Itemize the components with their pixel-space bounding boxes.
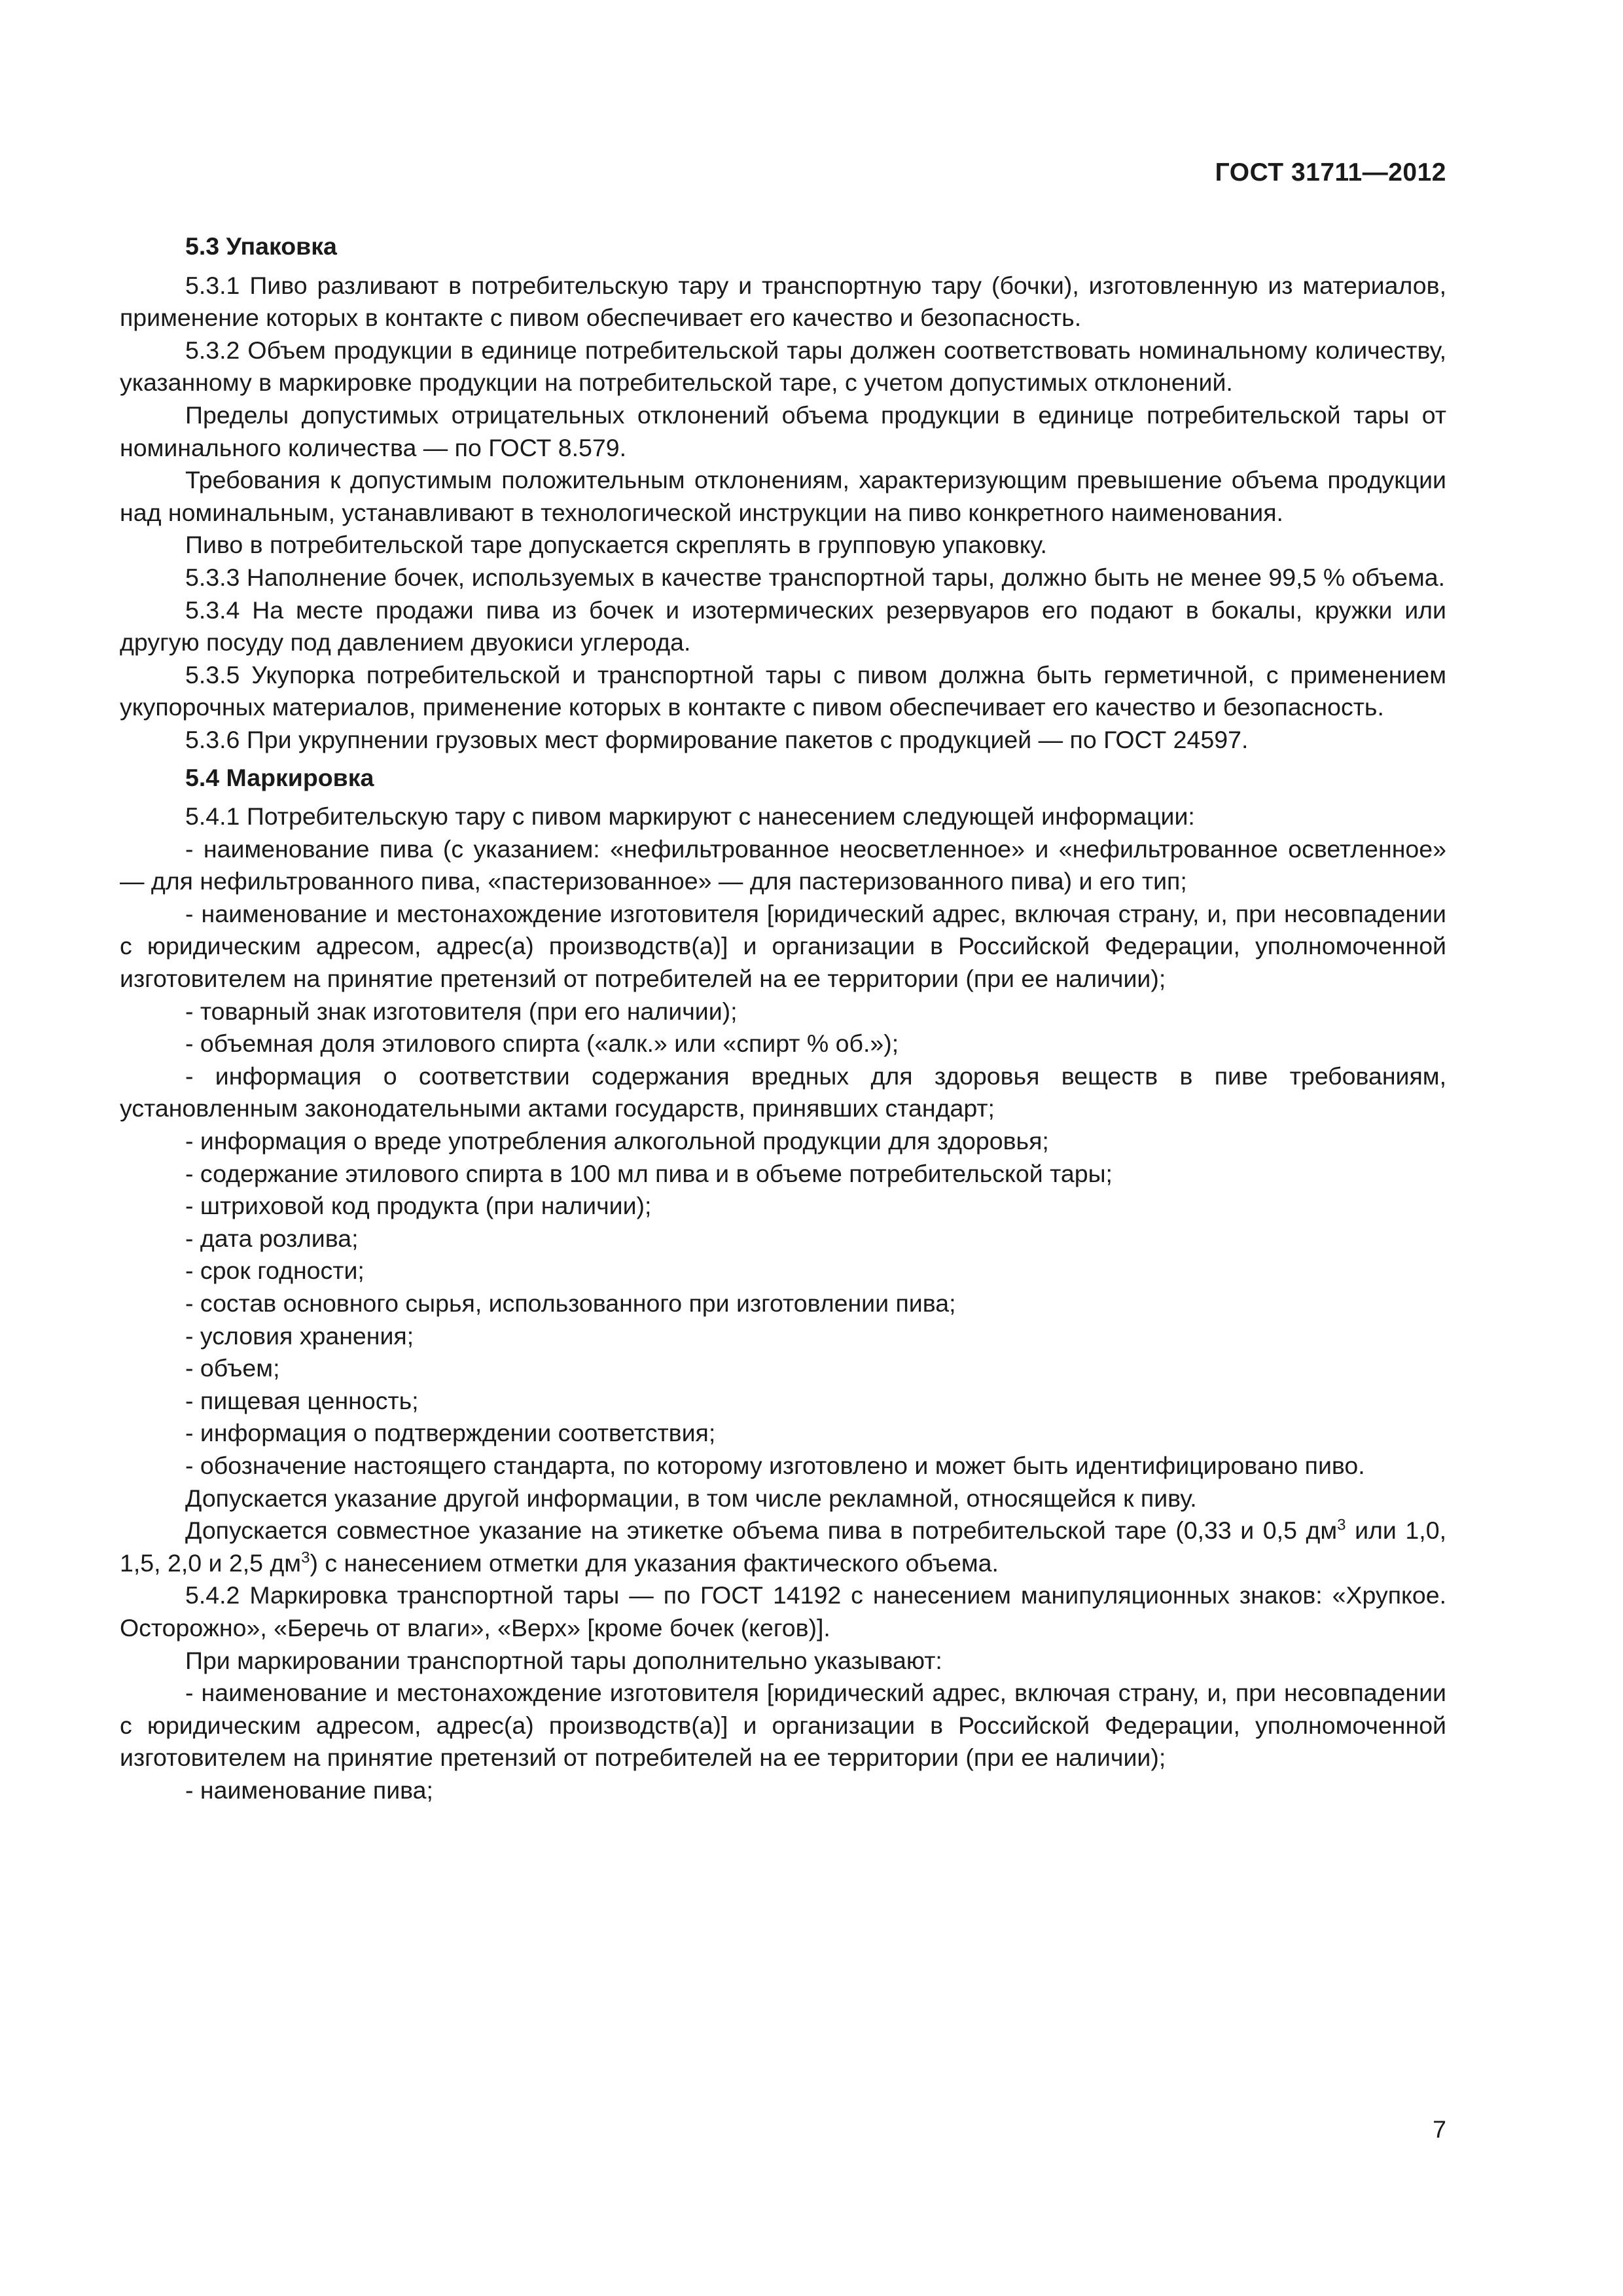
paragraph-5-3-4: 5.3.4 На месте продажи пива из бочек и изотермических резервуаров его подают в бокалы, кружки или другую посуду под давлением двуокиси углерода. — [120, 596, 1446, 656]
paragraph-transport-marking: При маркировании транспортной тары дополнительно указывают: — [185, 1646, 942, 1674]
paragraph-5-4-1: 5.4.1 Потребительскую тару с пивом маркируют с нанесением следующей информации: — [185, 802, 1195, 831]
paragraph-5-3-6: 5.3.6 При укрупнении грузовых мест формирование пакетов с продукцией — по ГОСТ 24597. — [185, 725, 1249, 753]
volume-text-part-1: Допускается совместное указание на этикетке объема пива в потребительской таре (0,33 и 0,5 дм — [185, 1516, 1338, 1545]
list-item: - информация о подтверждении соответствия; — [185, 1419, 716, 1447]
list-item: - объем; — [185, 1354, 280, 1382]
paragraph-5-3-2-requirements: Требования к допустимым положительным отклонениям, характеризующим превышение объема продукции над номинальным, устанавливают в технологической инструкции на пиво конкретного наименования. — [120, 466, 1446, 526]
list-item: - обозначение настоящего стандарта, по которому изготовлено и может быть идентифицировано пиво. — [185, 1451, 1365, 1479]
list-item: - состав основного сырья, использованного при изготовлении пива; — [185, 1289, 956, 1317]
superscript-3: 3 — [1337, 1516, 1346, 1534]
list-item: - пищевая ценность; — [185, 1386, 419, 1414]
paragraph-5-3-1: 5.3.1 Пиво разливают в потребительскую тару и транспортную тару (бочки), изготовленную из материалов, применение которых в контакте с пивом обеспечивает его качество и безопасность. — [120, 271, 1446, 332]
volume-text-part-2: или 1,0, 1,5, 2,0 и 2,5 дм — [120, 1516, 1446, 1577]
paragraph-5-3-2: 5.3.2 Объем продукции в единице потребительской тары должен соответствовать номинальному количеству, указанному в маркировке продукции на потребительской таре, с учетом допустимых отклонений. — [120, 336, 1446, 397]
superscript-3: 3 — [301, 1549, 310, 1567]
section-heading-5-3: 5.3 Упаковка — [185, 232, 337, 260]
volume-text-part-3: ) с нанесением отметки для указания фактического объема. — [310, 1549, 999, 1577]
list-item: - срок годности; — [185, 1257, 365, 1285]
list-item: - штриховой код продукта (при наличии); — [185, 1192, 652, 1220]
paragraph-5-3-5: 5.3.5 Укупорка потребительской и транспортной тары с пивом должна быть герметичной, с применением укупорочных материалов, применение которых в контакте с пивом обеспечивает его качество и безопасность. — [120, 660, 1446, 721]
list-item: - товарный знак изготовителя (при его наличии); — [185, 997, 738, 1025]
paragraph-5-3-3: 5.3.3 Наполнение бочек, используемых в качестве транспортной тары, должно быть не менее 99,5 % объема. — [185, 563, 1446, 591]
paragraph-5-4-2: 5.4.2 Маркировка транспортной тары — по ГОСТ 14192 с нанесением манипуляционных знаков: «Хрупкое. Осторожно», «Беречь от влаги», «Верх» [кроме бочек (кегов)]. — [120, 1581, 1446, 1641]
page-number: 7 — [1433, 2115, 1446, 2143]
page-content — [120, 230, 1446, 1807]
list-item: - информация о вреде употребления алкогольной продукции для здоровья; — [185, 1127, 1049, 1155]
paragraph-other-info: Допускается указание другой информации, в том числе рекламной, относящейся к пиву. — [185, 1484, 1197, 1512]
list-item: - наименование и местонахождение изготовителя [юридический адрес, включая страну, и, при несовпадении с юридическим адресом, адрес(а) производств(а)] и организации в Российской Федерации, уполномоченной изготовителем на принятие претензий от потребителей на ее территории (при ее наличии); — [120, 1679, 1446, 1772]
section-heading-5-4: 5.4 Маркировка — [185, 763, 374, 791]
paragraph-5-3-2-limits: Пределы допустимых отрицательных отклонений объема продукции в единице потребительской тары от номинального количества — по ГОСТ 8.579. — [120, 401, 1446, 461]
list-item: - наименование и местонахождение изготовителя [юридический адрес, включая страну, и, при несовпадении с юридическим адресом, адрес(а) производств(а)] и организации в Российской Федерации, уполномоченной изготовителем на принятие претензий от потребителей на ее территории (при ее наличии); — [120, 899, 1446, 993]
list-item: - дата розлива; — [185, 1224, 359, 1252]
paragraph-5-3-2-group-pack: Пиво в потребительской таре допускается скреплять в групповую упаковку. — [185, 531, 1047, 559]
paragraph-volume-labeling — [120, 1515, 1446, 1579]
list-item: - объемная доля этилового спирта («алк.» или «спирт % об.»); — [185, 1030, 899, 1058]
list-item: - наименование пива; — [185, 1776, 433, 1804]
list-item: - содержание этилового спирта в 100 мл пива и в объеме потребительской тары; — [185, 1159, 1113, 1187]
standard-code: ГОСТ 31711—2012 — [1215, 158, 1446, 187]
list-item: - информация о соответствии содержания вредных для здоровья веществ в пиве требованиям, установленным законодательными актами государств, принявших стандарт; — [120, 1062, 1446, 1122]
list-item: - наименование пива (с указанием: «нефильтрованное неосветленное» и «нефильтрованное осветленное» — для нефильтрованного пива, «пастеризованное» — для пастеризованного пива) и его тип; — [120, 834, 1446, 895]
list-item: - условия хранения; — [185, 1321, 414, 1350]
